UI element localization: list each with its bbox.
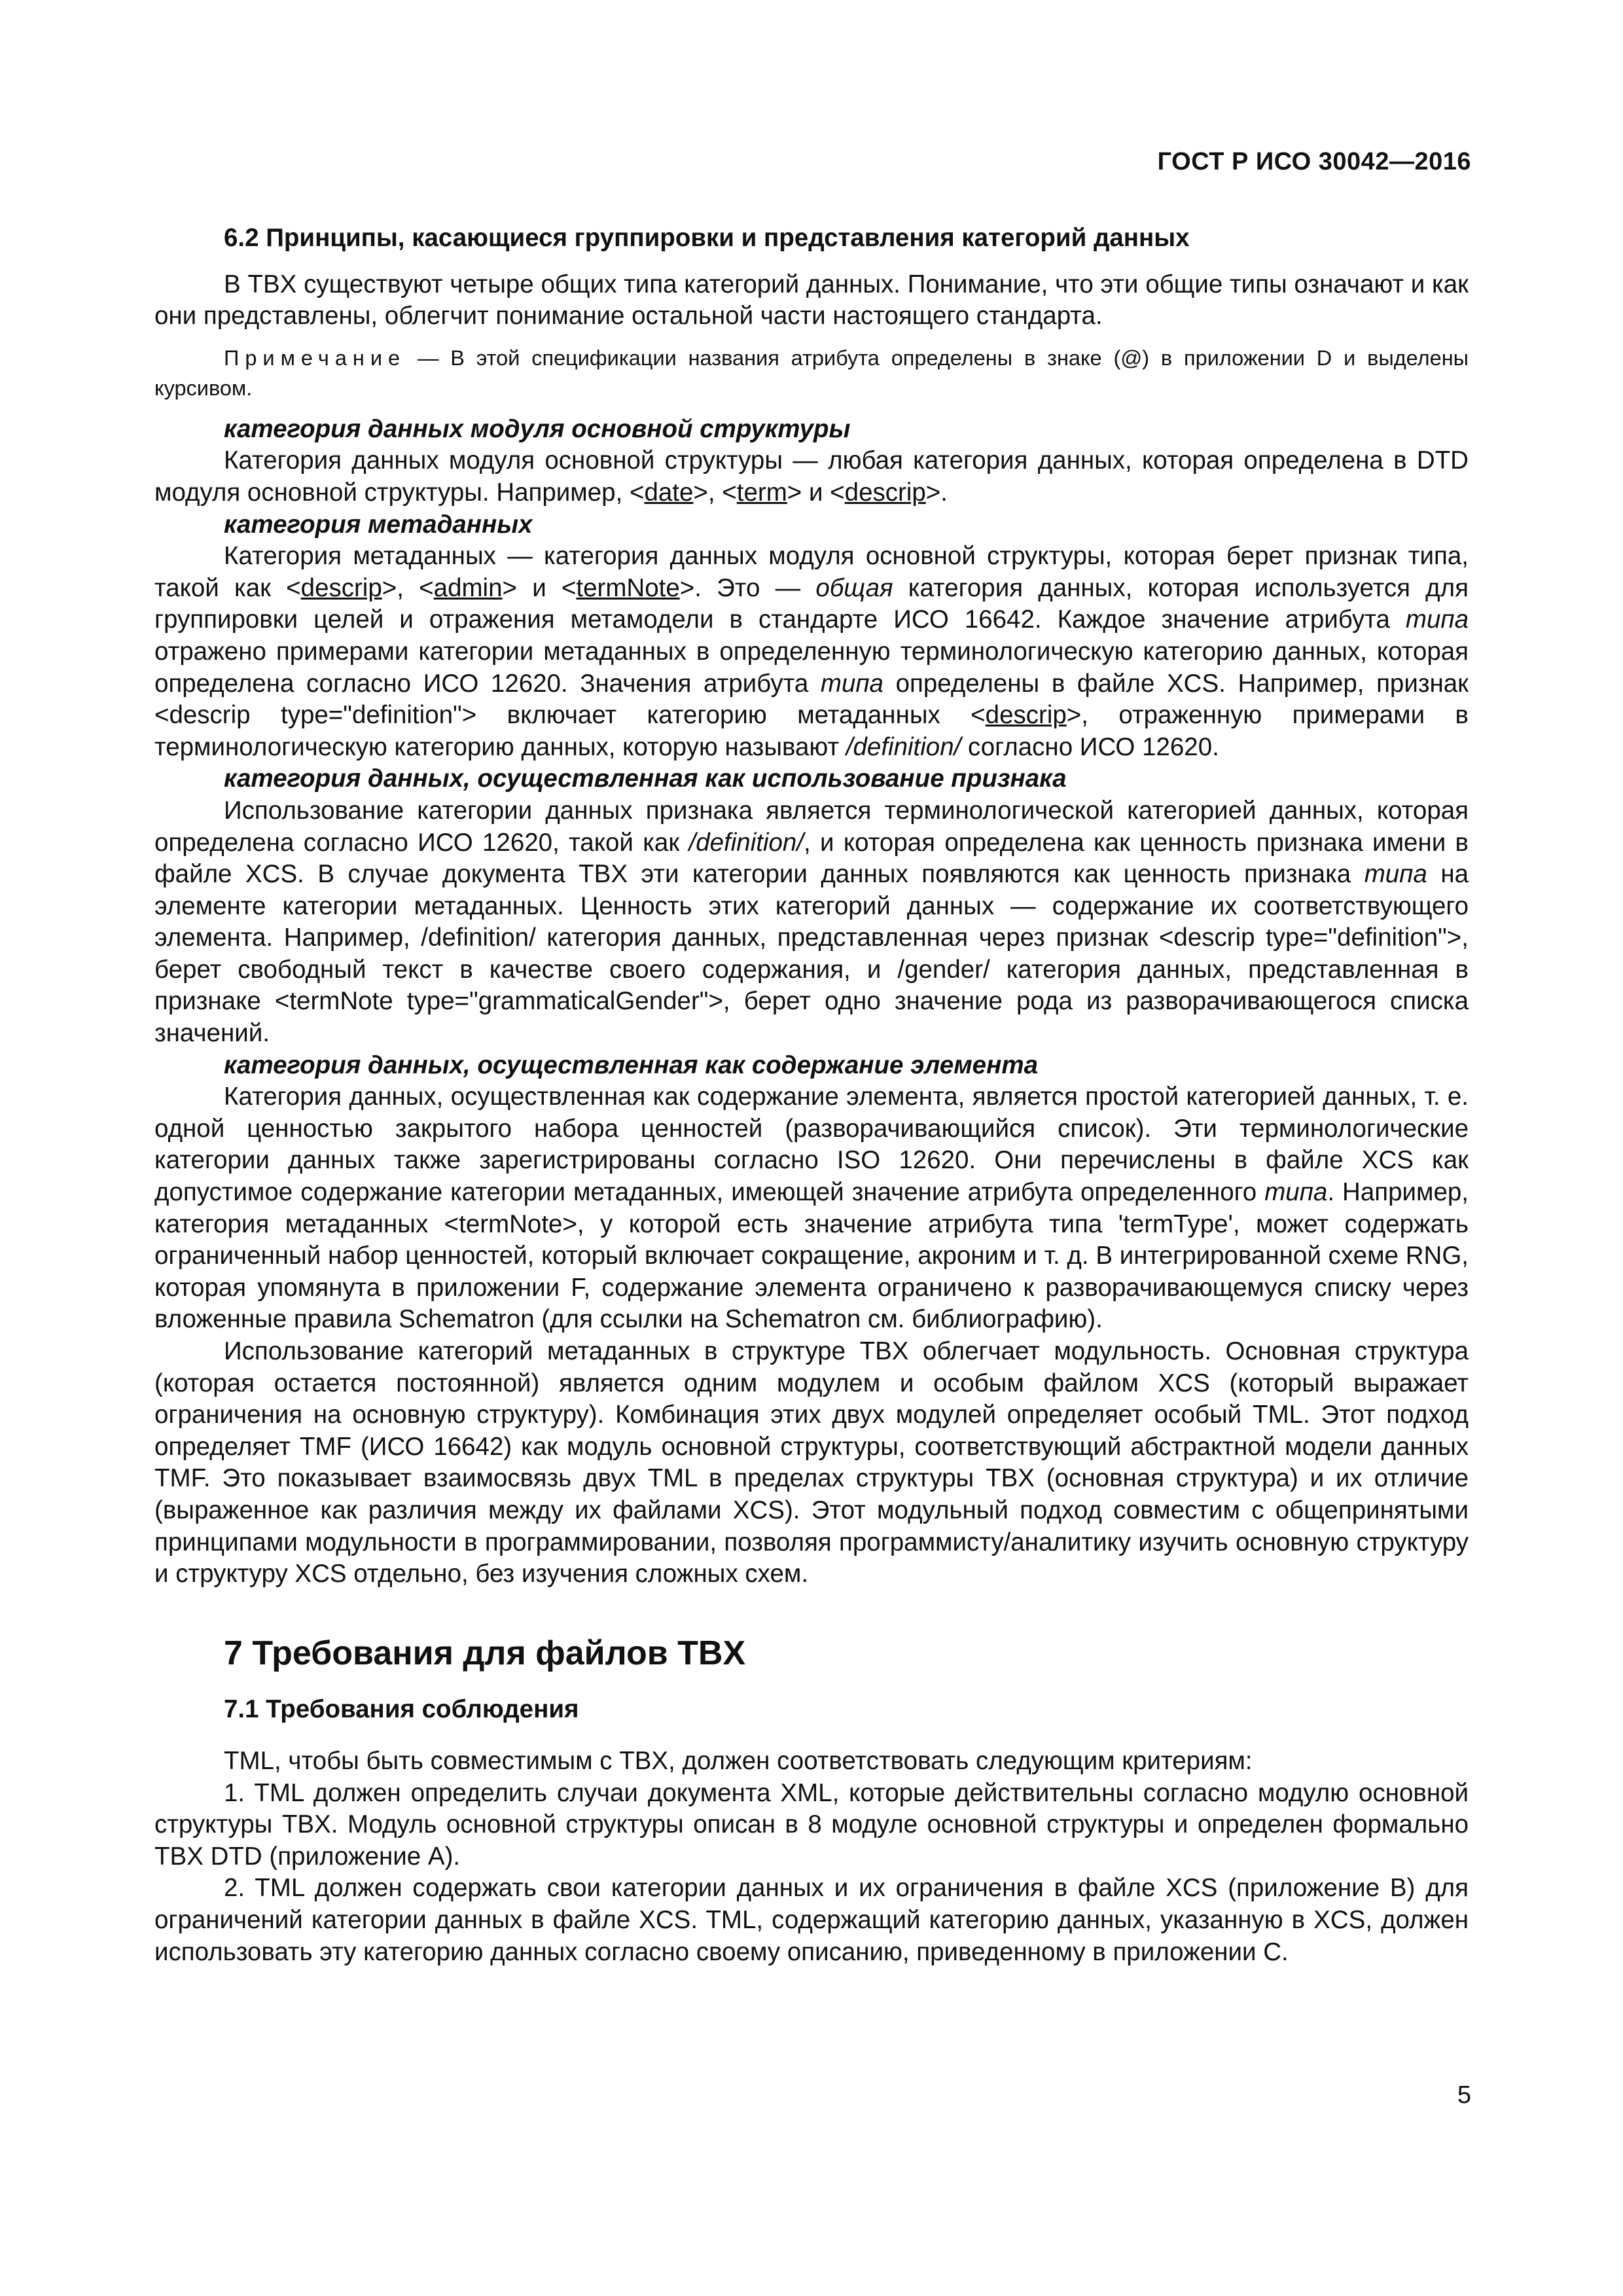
modularity-paragraph: Использование категорий метаданных в структуре TBX облегчает модульность. Основная структура (которая остается постоянной) является одним модулем и особым файлом XCS (который выражает ограничения на основную структуру). Комбинация этих двух модулей определяет особый TML. Этот подход определяет TMF (ИСО 16642) как модуль основной структуры, соответствующий абстрактной модели данных TMF. Это показывает взаимосвязь двух TML в пределах структуры TBX (основная структура) и их отличие (выраженное как различия между их файлами XCS). Этот модульный подход совместим с общепринятыми принципами модульности в программировании, позволяя программисту/аналитику изучить основную структуру и структуру XCS отдельно, без изучения сложных схем.	[154, 1337, 1469, 1588]
standard-header: ГОСТ Р ИСО 30042—2016	[1157, 148, 1471, 175]
term-metadata-definition: Категория метаданных — категория данных модуля основной структуры, которая берет признак типа, такой как <descrip>, <admin> и <termNote>. Это — общая категория данных, которая используется для группировки целей и отражения метамодели в стандарте ИСО 16642. Каждое значение атрибута типа отражено примерами категории метаданных в определенную терминологическую категорию данных, которая определена согласно ИСО 12620. Значения атрибута типа определены в файле XCS. Например, признак <descrip type="definition"> включает категорию метаданных <descrip>, отраженную примерами в терминологическую категорию данных, которую называют /definition/ согласно ИСО 12620.	[154, 542, 1469, 761]
term-link[interactable]: term	[736, 478, 787, 507]
term-attribute-use-title: категория данных, осуществленная как использование признака	[224, 764, 1067, 793]
term-element-content-title: категория данных, осуществленная как содержание элемента	[224, 1050, 1038, 1079]
term-core-structure-title: категория данных модуля основной структуры	[224, 414, 851, 443]
section-7-1-intro: TML, чтобы быть совместимым с TBX, должен соответствовать следующим критериям:	[224, 1746, 1253, 1775]
descrip-link[interactable]: descrip	[844, 478, 926, 507]
note-paragraph	[154, 343, 1469, 403]
chapter-7-title: 7 Требования для файлов TBX	[224, 1634, 746, 1672]
note-text: — В этой спецификации названия атрибута определены в знаке (@) в приложении D и выделены курсивом.	[154, 346, 1469, 400]
requirement-item-1: 1. TML должен определить случаи документа XML, которые действительны согласно модулю основной структуры TBX. Модуль основной структуры описан в 8 модуле основной структуры и определен формально TBX DTD (приложение А).	[154, 1778, 1469, 1871]
date-link[interactable]: date	[644, 478, 694, 507]
page-number: 5	[1457, 2081, 1471, 2109]
requirement-item-2: 2. TML должен содержать свои категории данных и их ограничения в файле XCS (приложение В) для ограничений категории данных в файле XCS. TML, содержащий категорию данных, указанную в XCS, должен использовать эту категорию данных согласно своему описанию, приведенному в приложении С.	[154, 1874, 1469, 1966]
term-attribute-use-definition: Использование категории данных признака является терминологической категорией данных, которая определена согласно ИСО 12620, такой как /definition/, и которая определена как ценность признака имени в файле XCS. В случае документа TBX эти категории данных появляются как ценность признака типа на элементе категории метаданных. Ценность этих категорий данных — содержание их соответствующего элемента. Например, /definition/ категория данных, представленная через признак <descrip type="definition">, берет свободный текст в качестве своего содержания, и /gender/ категория данных, представленная в признаке <termNote type="grammaticalGender">, берет одно значение рода из разворачивающегося списка значений.	[154, 796, 1469, 1048]
descrip-link[interactable]: descrip	[985, 701, 1067, 730]
termnote-link[interactable]: termNote	[576, 573, 680, 602]
admin-link[interactable]: admin	[433, 573, 503, 602]
note-label: Примечание	[224, 346, 406, 370]
section-7-1-title: 7.1 Требования соблюдения	[224, 1695, 579, 1724]
term-core-structure-definition: Категория данных модуля основной структуры — любая категория данных, которая определена в DTD модуля основной структуры. Например, <date>, <term> и <descrip>.	[154, 446, 1469, 507]
section-6-2-title: 6.2 Принципы, касающиеся группировки и представления категорий данных	[224, 224, 1190, 252]
term-element-content-definition: Категория данных, осуществленная как содержание элемента, является простой категорией данных, т. е. одной ценностью закрытого набора ценностей (разворачивающийся список). Эти терминологические категории данных также зарегистрированы согласно ISO 12620. Они перечислены в файле XCS как допустимое содержание категории метаданных, имеющей значение атрибута определенного типа. Например, категория метаданных <termNote>, у которой есть значение атрибута типа 'termType', может содержать ограниченный набор ценностей, который включает сокращение, акроним и т. д. В интегрированной схеме RNG, которая упомянута в приложении F, содержание элемента ограничено к разворачивающемуся списку через вложенные правила Schematron (для ссылки на Schematron см. библиографию).	[154, 1083, 1469, 1334]
section-6-2-intro: В TBX существуют четыре общих типа категорий данных. Понимание, что эти общие типы означают и как они представлены, облегчит понимание остальной части настоящего стандарта.	[154, 270, 1469, 331]
document-body	[154, 223, 1469, 1968]
term-metadata-title: категория метаданных	[224, 510, 533, 539]
descrip-link[interactable]: descrip	[300, 573, 382, 602]
